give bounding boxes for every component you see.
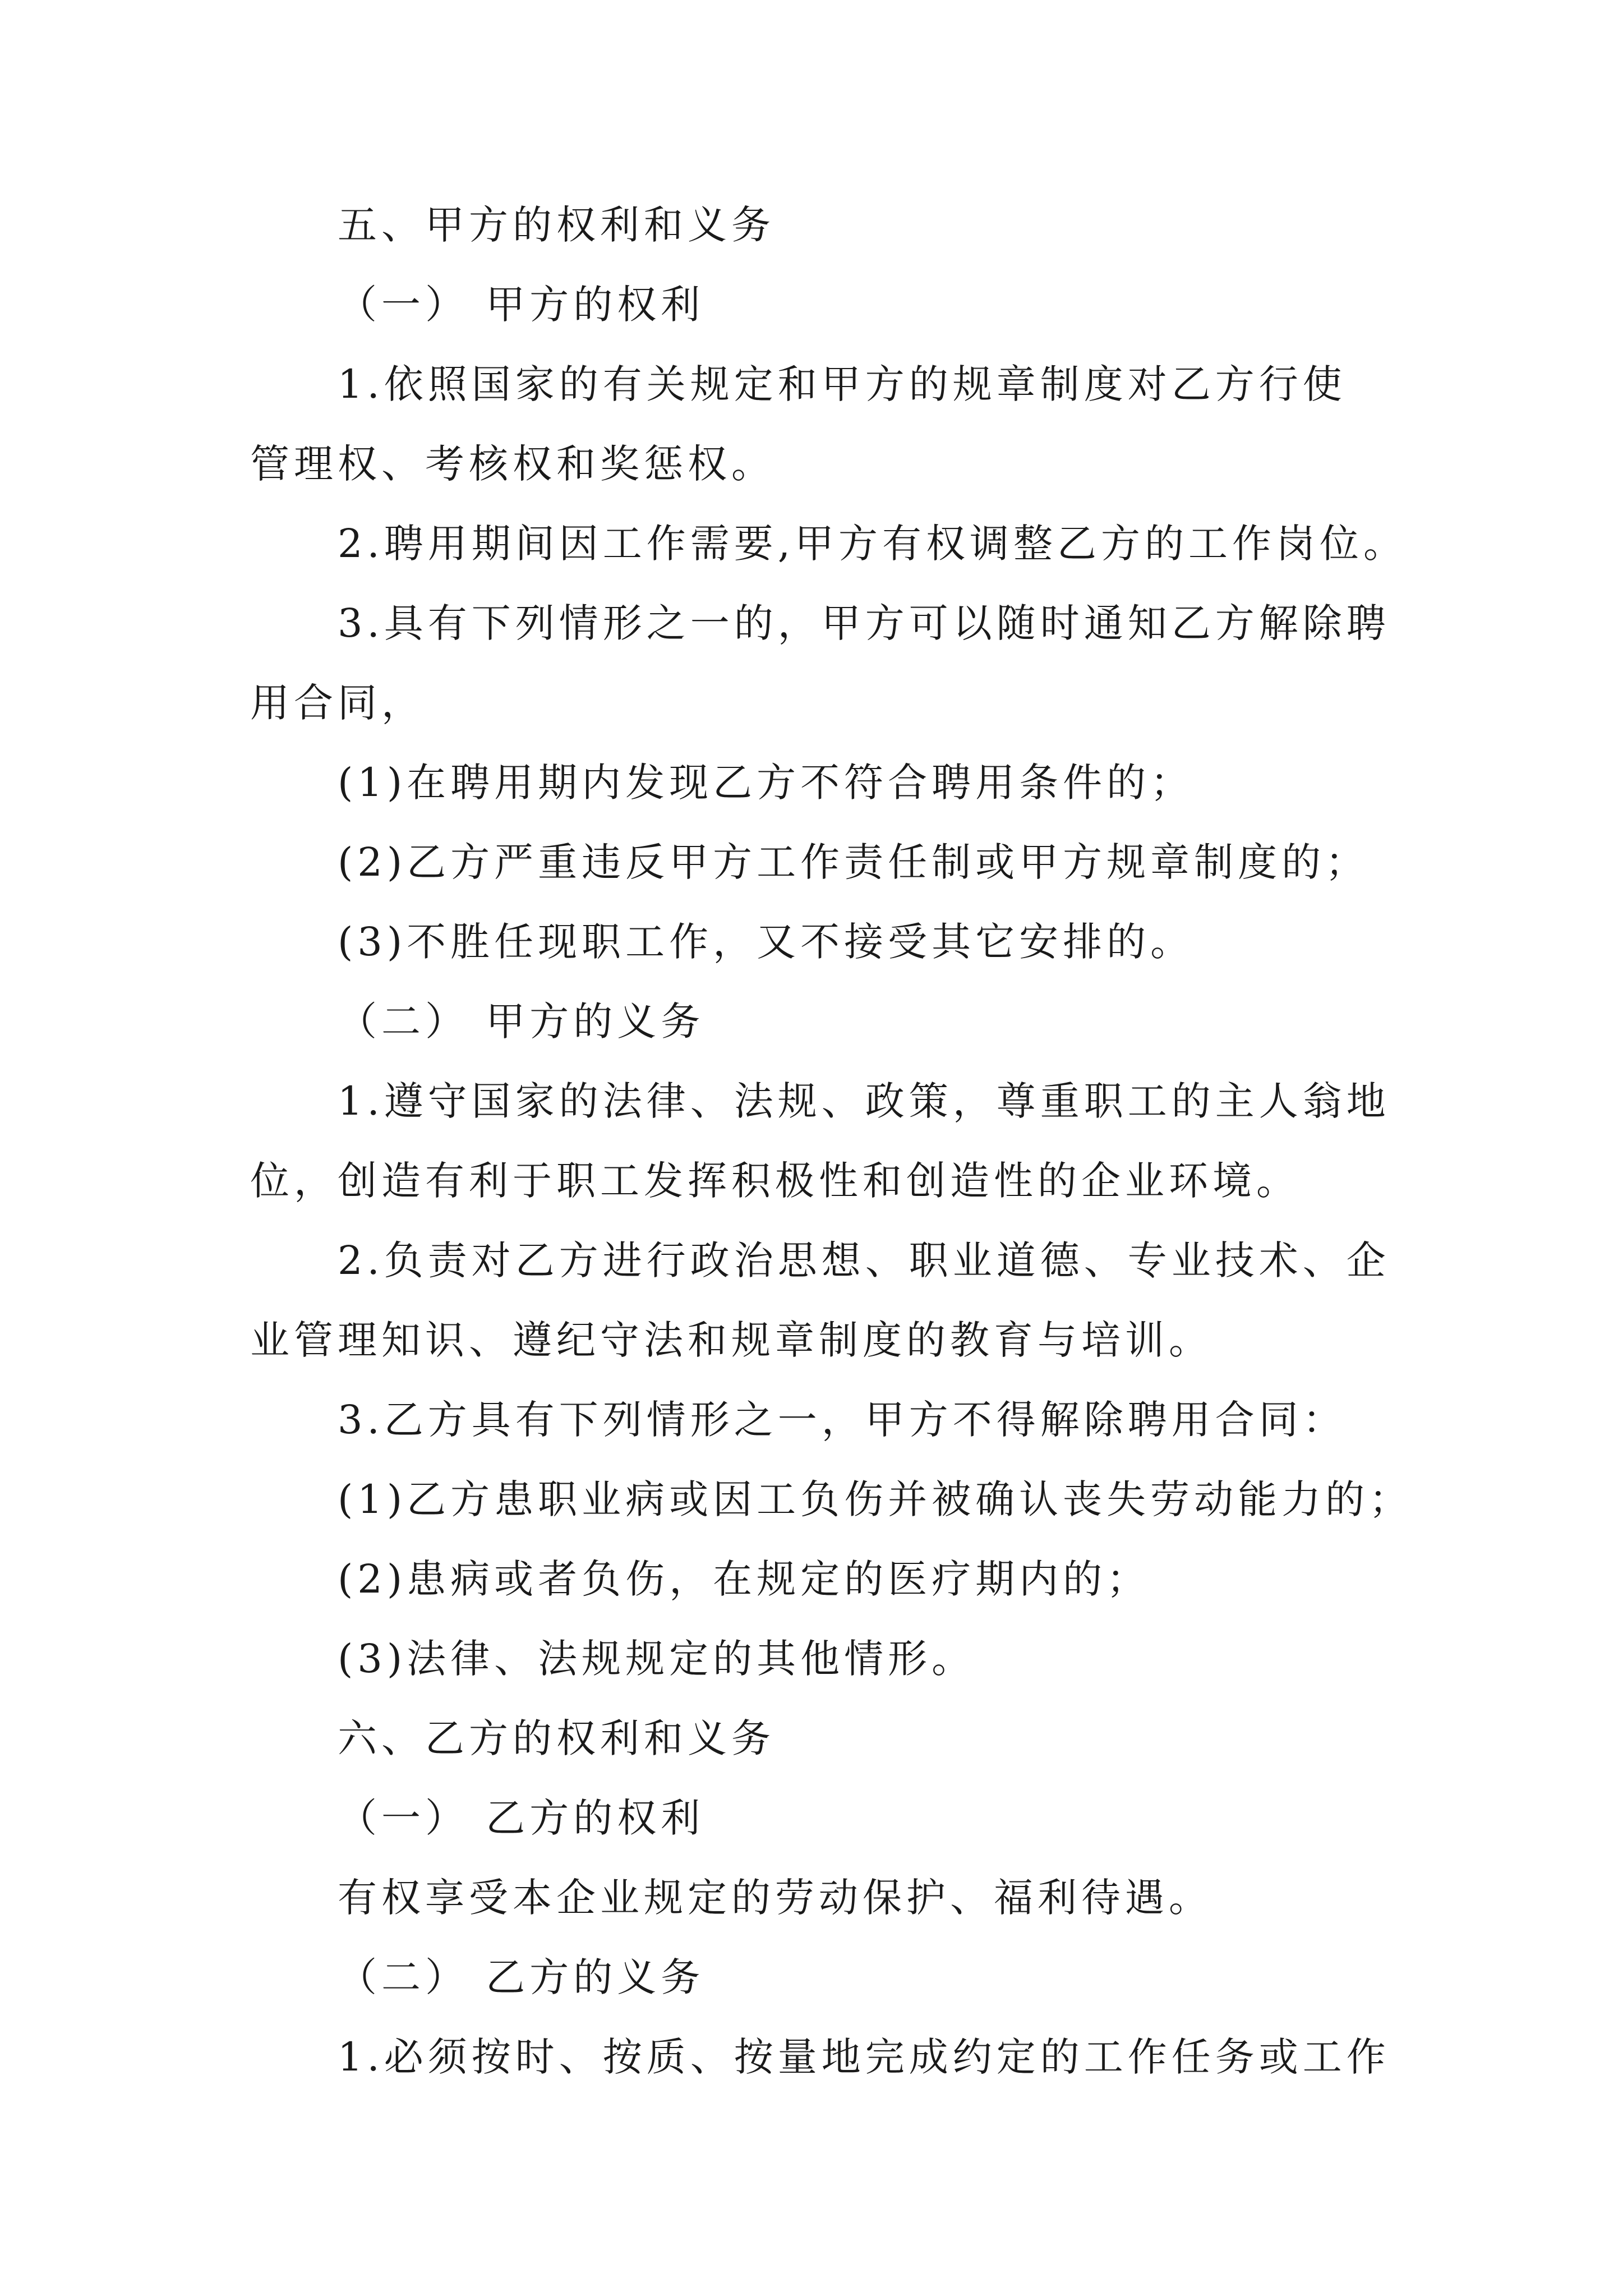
text-line: (1)在聘用期内发现乙方不符合聘用条件的； (338, 760, 1195, 806)
text-line: 3.乙方具有下列情形之一，甲方不得解除聘用合同： (338, 1397, 1347, 1443)
text-line: （一） 甲方的权利 (338, 282, 705, 328)
document-body (250, 185, 1413, 2097)
text-line: 1.依照国家的有关规定和甲方的规章制度对乙方行使 (338, 361, 1347, 407)
text-line: (3)不胜任现职工作，又不接受其它安排的。 (338, 919, 1195, 965)
text-line: 2.负责对乙方进行政治思想、职业道德、专业技术、企 (338, 1237, 1390, 1283)
text-line: 1.必须按时、按质、按量地完成约定的工作任务或工作 (338, 2034, 1390, 2080)
text-line: 用合同， (250, 680, 425, 726)
text-line: (2)患病或者负伤，在规定的医疗期内的； (338, 1556, 1151, 1602)
text-line: 管理权、考核权和奖惩权。 (250, 441, 775, 487)
text-line: （二） 乙方的义务 (338, 1954, 705, 2000)
text-line: 业管理知识、遵纪守法和规章制度的教育与培训。 (250, 1317, 1212, 1363)
text-line: (1)乙方患职业病或因工负伤并被确认丧失劳动能力的； (338, 1476, 1413, 1522)
text-line: 五、甲方的权利和义务 (338, 202, 775, 248)
text-line: 六、乙方的权利和义务 (338, 1715, 775, 1761)
text-line: 位，创造有利于职工发挥积极性和创造性的企业环境。 (250, 1158, 1300, 1204)
text-line: 有权享受本企业规定的劳动保护、福利待遇。 (338, 1875, 1212, 1921)
text-line: （二） 甲方的义务 (338, 999, 705, 1045)
text-line: 3.具有下列情形之一的，甲方可以随时通知乙方解除聘 (338, 600, 1390, 646)
text-line: (2)乙方严重违反甲方工作责任制或甲方规章制度的； (338, 839, 1370, 885)
text-line: 1.遵守国家的法律、法规、政策，尊重职工的主人翁地 (338, 1078, 1390, 1124)
text-line: (3)法律、法规规定的其他情形。 (338, 1636, 976, 1682)
text-line: 2.聘用期间因工作需要,甲方有权调整乙方的工作岗位。 (338, 521, 1408, 567)
text-line: （一） 乙方的权利 (338, 1795, 705, 1841)
